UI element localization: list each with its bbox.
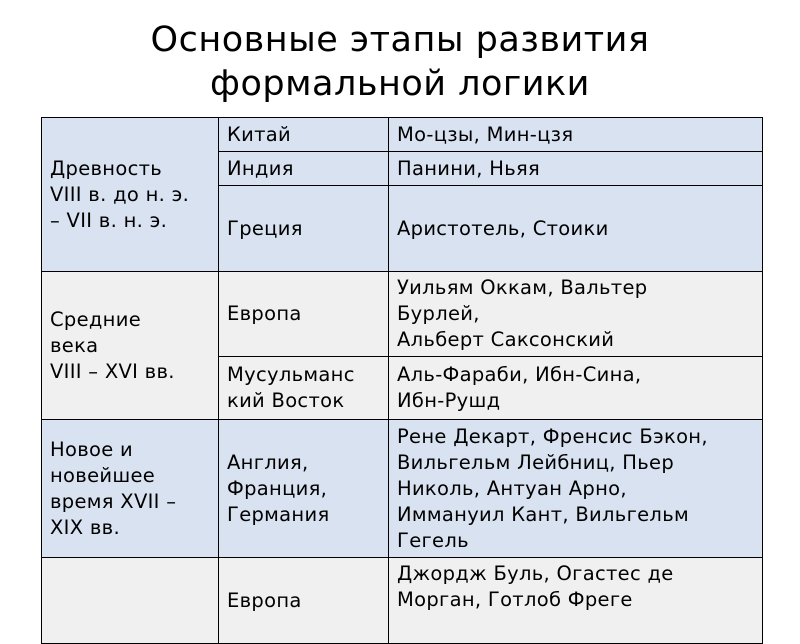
names-line: Вильгельм Лейбниц, Пьер bbox=[397, 450, 674, 474]
names-line: Иммануил Кант, Вильгельм bbox=[397, 502, 689, 526]
names-line: Уильям Оккам, Вальтер bbox=[397, 276, 648, 299]
region-line: Мусульманс bbox=[227, 363, 355, 386]
region-cell bbox=[219, 186, 389, 272]
era-line: Древность bbox=[50, 156, 163, 180]
era-cell-modern bbox=[42, 420, 219, 558]
region-cell bbox=[219, 420, 389, 558]
era-cell-cutoff bbox=[42, 558, 219, 644]
table-row bbox=[42, 118, 763, 152]
era-line: – VII в. н. э. bbox=[50, 208, 168, 232]
region-cell bbox=[219, 152, 389, 186]
names-cell bbox=[389, 152, 763, 186]
logic-stages-table bbox=[41, 117, 763, 644]
names-line: Ибн-Рушд bbox=[397, 389, 501, 412]
era-line: XIX вв. bbox=[50, 515, 120, 539]
slide-title bbox=[0, 18, 800, 106]
names-line: Бурлей, bbox=[397, 302, 480, 325]
era-line: новейшее bbox=[50, 463, 156, 487]
names-line: Николь, Антуан Арно, bbox=[397, 476, 627, 500]
region-line: Китай bbox=[227, 122, 291, 146]
era-line: VIII в. до н. э. bbox=[50, 182, 190, 206]
names-cell bbox=[389, 272, 763, 357]
names-line: Рене Декарт, Френсис Бэкон, bbox=[397, 424, 708, 448]
region-line: Европа bbox=[227, 589, 302, 612]
era-cell-antiquity bbox=[42, 118, 219, 272]
names-cell bbox=[389, 558, 763, 644]
slide-title-line2: формальной логики bbox=[210, 64, 590, 104]
region-line: Германия bbox=[227, 502, 330, 526]
names-line: Мо-цзы, Мин-цзя bbox=[397, 122, 574, 146]
table-row bbox=[42, 420, 763, 558]
names-line: Панини, Ньяя bbox=[397, 156, 541, 180]
region-cell bbox=[219, 272, 389, 357]
table-row bbox=[42, 558, 763, 644]
names-line: Морган, Готлоб Фреге bbox=[397, 588, 633, 611]
table-row bbox=[42, 272, 763, 357]
names-cell bbox=[389, 118, 763, 152]
region-line: Европа bbox=[227, 302, 302, 325]
names-line: Аль-Фараби, Ибн-Сина, bbox=[397, 363, 642, 386]
region-cell bbox=[219, 118, 389, 152]
names-line: Гегель bbox=[397, 528, 469, 552]
names-cell bbox=[389, 420, 763, 558]
era-line: время XVII – bbox=[50, 489, 177, 513]
names-cell bbox=[389, 186, 763, 272]
region-line: Греция bbox=[227, 216, 303, 240]
era-cell-middle-ages bbox=[42, 272, 219, 420]
names-cell bbox=[389, 357, 763, 420]
region-cell bbox=[219, 558, 389, 644]
region-line: Франция, bbox=[227, 476, 328, 500]
slide-title-line1: Основные этапы развития bbox=[150, 20, 650, 60]
names-line: Аристотель, Стоики bbox=[397, 216, 609, 240]
region-line: Индия bbox=[227, 156, 294, 180]
region-line: кий Восток bbox=[227, 389, 345, 412]
names-line: Альберт Саксонский bbox=[397, 328, 615, 351]
region-cell bbox=[219, 357, 389, 420]
names-line: Джордж Буль, Огастес де bbox=[397, 562, 674, 585]
region-line: Англия, bbox=[227, 450, 309, 474]
era-line: века bbox=[50, 333, 99, 357]
era-line: Новое и bbox=[50, 437, 133, 461]
era-line: Средние bbox=[50, 307, 141, 331]
era-line: VIII – XVI вв. bbox=[50, 359, 175, 383]
